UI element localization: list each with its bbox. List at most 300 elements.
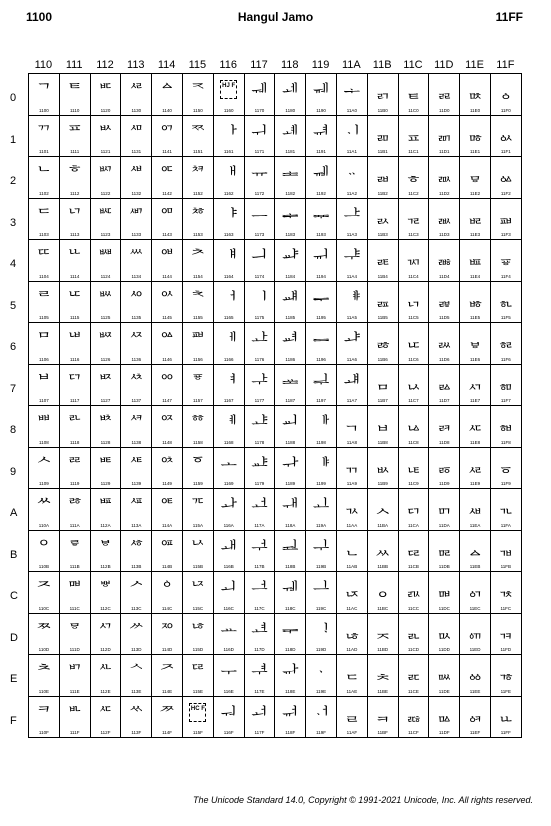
jamo-glyph: ᆉ bbox=[282, 455, 299, 476]
glyph-cell bbox=[399, 448, 430, 490]
code-point-label: 1167 bbox=[223, 398, 234, 403]
code-point-label: 1109 bbox=[39, 481, 49, 486]
glyph-cell bbox=[29, 531, 60, 573]
glyph-cell bbox=[91, 365, 122, 407]
row-header: A bbox=[10, 507, 18, 519]
glyph-cell bbox=[245, 655, 276, 697]
code-point-label: 110B bbox=[38, 564, 49, 569]
code-point-label: 1142 bbox=[162, 190, 172, 196]
code-point-label: 111B bbox=[69, 564, 80, 569]
jamo-glyph: ᅫ bbox=[220, 538, 237, 559]
jamo-glyph: ᇵ bbox=[497, 289, 515, 310]
glyph-cell bbox=[275, 572, 306, 614]
jamo-glyph: ᇳ bbox=[497, 206, 515, 227]
jamo-glyph: ᄽ bbox=[128, 621, 145, 642]
jamo-glyph: ᆌ bbox=[282, 580, 299, 600]
code-point-label: 1114 bbox=[70, 273, 80, 279]
code-point-label: 1101 bbox=[39, 149, 49, 154]
code-point-label: 1145 bbox=[162, 315, 172, 320]
jamo-glyph: ᆊ bbox=[282, 497, 299, 517]
glyph-cell bbox=[183, 282, 214, 324]
jamo-glyph: ᅄ bbox=[158, 248, 176, 268]
jamo-glyph: ᄻ bbox=[128, 538, 145, 559]
glyph-cell bbox=[183, 157, 214, 199]
jamo-glyph: ᅳ bbox=[251, 206, 268, 227]
jamo-glyph: ᅧ bbox=[220, 372, 237, 393]
jamo-glyph: ᄛ bbox=[66, 538, 83, 559]
jamo-glyph: ᆙ bbox=[312, 455, 330, 476]
glyph-cell bbox=[429, 531, 460, 573]
jamo-glyph: ᇴ bbox=[497, 248, 515, 268]
glyph-cell bbox=[275, 282, 306, 324]
code-point-label: 1172 bbox=[254, 190, 265, 196]
jamo-glyph: ᄓ bbox=[66, 206, 83, 227]
code-point-label: 11B0 bbox=[377, 107, 388, 113]
glyph-cell bbox=[91, 240, 122, 282]
jamo-glyph: ᄵ bbox=[128, 289, 145, 310]
jamo-glyph: ᇱ bbox=[497, 123, 515, 144]
code-point-label: 11A7 bbox=[346, 398, 357, 403]
code-point-label: 11BA bbox=[377, 522, 388, 528]
code-point-label: 1197 bbox=[316, 398, 326, 403]
jamo-glyph: ᅀ bbox=[158, 82, 176, 102]
glyph-cell bbox=[152, 240, 183, 282]
glyph-cell bbox=[29, 199, 60, 241]
glyph-cell bbox=[399, 531, 430, 573]
jamo-glyph: ᅖ bbox=[189, 331, 207, 351]
code-point-label: 11AF bbox=[346, 730, 358, 735]
glyph-cell bbox=[152, 655, 183, 697]
row-header: C bbox=[10, 590, 18, 602]
code-point-label: 11DF bbox=[438, 730, 450, 735]
row-header: 6 bbox=[10, 341, 17, 353]
jamo-glyph: ᇐ bbox=[436, 82, 453, 102]
code-point-label: 11AB bbox=[346, 564, 358, 569]
column-header: 116 bbox=[219, 59, 237, 71]
code-point-label: 11C8 bbox=[408, 439, 419, 445]
jamo-glyph: ᅒ bbox=[189, 165, 207, 185]
jamo-glyph: ᄚ bbox=[66, 497, 83, 517]
code-point-label: 11AA bbox=[346, 522, 358, 528]
jamo-glyph: ᆯ bbox=[343, 704, 361, 725]
glyph-cell bbox=[152, 572, 183, 614]
glyph-cell bbox=[399, 323, 430, 365]
jamo-glyph: ᅹ bbox=[251, 455, 268, 476]
glyph-cell bbox=[306, 614, 337, 656]
jamo-glyph: ᄖ bbox=[66, 331, 83, 351]
glyph-cell bbox=[429, 323, 460, 365]
glyph-cell bbox=[29, 614, 60, 656]
glyph-cell bbox=[491, 655, 522, 697]
jamo-glyph: ᄂ bbox=[35, 165, 53, 185]
code-point-label: 11F4 bbox=[500, 273, 511, 279]
glyph-cell bbox=[399, 199, 430, 241]
jamo-glyph: ᇿ bbox=[497, 704, 515, 725]
jamo-glyph: ᇗ bbox=[436, 372, 453, 393]
jamo-glyph: ᇂ bbox=[405, 165, 422, 185]
jamo-glyph: ᇾ bbox=[497, 663, 515, 683]
code-point-label: 1118 bbox=[70, 439, 80, 445]
glyph-cell bbox=[60, 448, 91, 490]
glyph-cell bbox=[245, 282, 276, 324]
jamo-glyph: ᆷ bbox=[374, 372, 391, 393]
code-point-label: 110E bbox=[38, 688, 49, 694]
glyph-cell bbox=[91, 572, 122, 614]
glyph-cell bbox=[60, 365, 91, 407]
jamo-glyph: ᄁ bbox=[35, 123, 53, 144]
glyph-cell bbox=[152, 116, 183, 158]
code-point-label: 11F8 bbox=[500, 439, 511, 445]
glyph-cell bbox=[214, 406, 245, 448]
code-point-label: 1106 bbox=[39, 356, 49, 362]
jamo-glyph: ᇬ bbox=[466, 580, 484, 600]
glyph-cell bbox=[91, 282, 122, 324]
code-point-label: 1128 bbox=[100, 439, 111, 445]
jamo-glyph: ᅯ bbox=[220, 704, 237, 725]
code-point-label: 119A bbox=[315, 522, 327, 528]
glyph-cell bbox=[121, 572, 152, 614]
jamo-glyph: ᇅ bbox=[405, 289, 422, 310]
glyph-cell bbox=[491, 448, 522, 490]
glyph-cell bbox=[60, 323, 91, 365]
code-point-label: 1195 bbox=[316, 315, 326, 320]
jamo-glyph: ᅇ bbox=[158, 372, 176, 393]
glyph-cell bbox=[337, 282, 368, 324]
glyph-cell bbox=[337, 240, 368, 282]
code-point-label: 1184 bbox=[285, 273, 296, 279]
code-point-label: 11BD bbox=[377, 647, 389, 652]
glyph-cell bbox=[399, 116, 430, 158]
filler-control-box: HJ F bbox=[220, 80, 237, 99]
code-point-label: 113A bbox=[131, 522, 142, 528]
code-point-label: 11AE bbox=[346, 688, 358, 694]
jamo-glyph: ᆮ bbox=[343, 663, 361, 683]
code-point-label: 11AD bbox=[346, 647, 358, 652]
glyph-cell bbox=[183, 572, 214, 614]
code-point-label: 11F1 bbox=[500, 149, 511, 154]
jamo-glyph: ᄡ bbox=[97, 123, 114, 144]
glyph-cell bbox=[429, 116, 460, 158]
jamo-glyph: ᄾ bbox=[128, 663, 145, 683]
glyph-cell bbox=[214, 199, 245, 241]
jamo-glyph: ᆥ bbox=[343, 289, 361, 310]
row-header: D bbox=[10, 631, 18, 644]
glyph-cell bbox=[368, 157, 399, 199]
glyph-cell bbox=[306, 531, 337, 573]
code-chart-grid bbox=[28, 73, 522, 738]
jamo-glyph: ᇲ bbox=[497, 165, 515, 185]
jamo-glyph: ᆝ bbox=[312, 621, 330, 642]
code-point-label: 11E8 bbox=[469, 439, 481, 445]
code-point-label: 11B5 bbox=[377, 315, 388, 320]
code-point-label: 11FE bbox=[500, 688, 512, 694]
code-point-label: 11B1 bbox=[377, 149, 388, 154]
code-point-label: 11F0 bbox=[500, 107, 511, 113]
glyph-cell bbox=[121, 448, 152, 490]
jamo-glyph: ᅎ bbox=[158, 663, 176, 683]
code-point-label: 1137 bbox=[131, 398, 142, 403]
glyph-cell bbox=[121, 655, 152, 697]
glyph-cell bbox=[399, 74, 430, 116]
glyph-cell bbox=[214, 614, 245, 656]
row-header: 9 bbox=[10, 465, 17, 478]
code-point-label: 111F bbox=[69, 730, 80, 735]
code-point-label: 1143 bbox=[162, 232, 172, 237]
code-point-label: 1196 bbox=[316, 356, 326, 362]
glyph-cell bbox=[60, 614, 91, 656]
code-point-label: 1160 bbox=[223, 107, 234, 113]
jamo-glyph: ᇛ bbox=[436, 538, 453, 559]
glyph-cell bbox=[460, 406, 491, 448]
glyph-cell bbox=[275, 74, 306, 116]
glyph-cell bbox=[491, 572, 522, 614]
glyph-cell bbox=[121, 323, 152, 365]
code-point-label: 11E7 bbox=[469, 398, 481, 403]
code-point-label: 1179 bbox=[254, 481, 265, 486]
glyph-cell bbox=[275, 157, 306, 199]
code-point-label: 1183 bbox=[285, 232, 296, 237]
glyph-cell bbox=[399, 240, 430, 282]
code-point-label: 11E4 bbox=[469, 273, 481, 279]
jamo-glyph: ᄈ bbox=[35, 414, 53, 434]
code-point-label: 11B6 bbox=[377, 356, 388, 362]
code-point-label: 1186 bbox=[285, 356, 296, 362]
glyph-cell bbox=[214, 448, 245, 490]
glyph-cell bbox=[275, 365, 306, 407]
jamo-glyph: ᄔ bbox=[66, 248, 83, 268]
glyph-cell bbox=[152, 74, 183, 116]
code-point-label: 116B bbox=[223, 564, 234, 569]
jamo-glyph: ᄹ bbox=[128, 455, 145, 476]
jamo-glyph: ᅾ bbox=[251, 663, 268, 683]
jamo-glyph: ᆎ bbox=[282, 663, 299, 683]
code-point-label: 11ED bbox=[469, 647, 481, 652]
jamo-glyph: ᅪ bbox=[220, 497, 237, 517]
glyph-cell bbox=[399, 365, 430, 407]
column-header: 117 bbox=[250, 59, 268, 71]
code-point-label: 117B bbox=[254, 564, 265, 569]
code-point-label: 111A bbox=[69, 522, 80, 528]
jamo-glyph: ᆲ bbox=[374, 165, 391, 185]
jamo-glyph: ᆂ bbox=[282, 165, 299, 185]
jamo-glyph: ᇢ bbox=[466, 165, 484, 185]
row-header: F bbox=[10, 714, 17, 727]
glyph-cell bbox=[429, 697, 460, 739]
code-point-label: 119E bbox=[315, 688, 327, 694]
jamo-glyph: ᅝ bbox=[189, 621, 207, 642]
code-point-label: 1134 bbox=[131, 273, 142, 279]
jamo-glyph: ᇁ bbox=[405, 123, 422, 144]
code-point-label: 11D6 bbox=[439, 356, 450, 362]
jamo-glyph: ᅣ bbox=[220, 206, 237, 227]
jamo-glyph: ᆰ bbox=[374, 82, 391, 102]
code-point-label: 11B4 bbox=[377, 273, 388, 279]
code-point-label: 1125 bbox=[100, 315, 111, 320]
glyph-cell bbox=[399, 157, 430, 199]
glyph-cell bbox=[121, 406, 152, 448]
jamo-glyph: ᄦ bbox=[97, 331, 114, 351]
jamo-glyph: ᅛ bbox=[189, 538, 207, 559]
jamo-glyph: ᇎ bbox=[405, 663, 422, 683]
code-point-label: 111D bbox=[69, 647, 80, 652]
glyph-cell bbox=[429, 614, 460, 656]
jamo-glyph: ᅙ bbox=[189, 455, 207, 476]
glyph-cell bbox=[429, 655, 460, 697]
jamo-glyph: ᆖ bbox=[312, 331, 330, 351]
code-point-label: 1151 bbox=[193, 149, 203, 154]
code-point-label: 110A bbox=[38, 522, 49, 528]
code-point-label: 11EF bbox=[469, 730, 481, 735]
code-point-label: 113D bbox=[131, 647, 142, 652]
code-point-label: 113B bbox=[131, 564, 142, 569]
code-point-label: 11B9 bbox=[377, 481, 388, 486]
code-point-label: 1154 bbox=[193, 273, 203, 279]
glyph-cell bbox=[60, 406, 91, 448]
glyph-cell bbox=[183, 323, 214, 365]
glyph-cell bbox=[337, 614, 368, 656]
glyph-cell bbox=[91, 74, 122, 116]
glyph-cell bbox=[306, 74, 337, 116]
column-header: 11B bbox=[372, 59, 392, 71]
glyph-cell bbox=[183, 531, 214, 573]
glyph-cell bbox=[60, 199, 91, 241]
code-point-label: 1129 bbox=[100, 481, 111, 486]
jamo-glyph: ᅓ bbox=[189, 206, 207, 227]
jamo-glyph: ᄷ bbox=[128, 372, 145, 393]
jamo-glyph: ᄙ bbox=[66, 455, 83, 476]
jamo-glyph: ᆚ bbox=[312, 497, 330, 517]
glyph-cell bbox=[275, 199, 306, 241]
glyph-cell bbox=[337, 572, 368, 614]
code-point-label: 1168 bbox=[223, 439, 234, 445]
jamo-glyph: ᇝ bbox=[436, 621, 453, 642]
jamo-glyph: ᅡ bbox=[220, 123, 237, 144]
jamo-glyph: ᅂ bbox=[158, 165, 176, 185]
jamo-glyph: ᇰ bbox=[497, 82, 515, 102]
glyph-cell bbox=[245, 199, 276, 241]
glyph-cell bbox=[306, 199, 337, 241]
code-point-label: 1103 bbox=[39, 232, 49, 237]
code-point-label: 11FC bbox=[500, 605, 512, 611]
glyph-cell bbox=[306, 116, 337, 158]
code-point-label: 119C bbox=[315, 605, 327, 611]
code-point-label: 118F bbox=[285, 730, 296, 735]
code-point-label: 11AC bbox=[346, 605, 358, 611]
glyph-cell bbox=[337, 655, 368, 697]
glyph-cell bbox=[368, 531, 399, 573]
jamo-glyph: ᇔ bbox=[436, 248, 453, 268]
jamo-glyph: ᄭ bbox=[97, 621, 114, 642]
jamo-glyph: ᆏ bbox=[282, 704, 299, 725]
jamo-glyph: ᆋ bbox=[282, 538, 299, 559]
glyph-cell bbox=[183, 365, 214, 407]
glyph-cell bbox=[429, 365, 460, 407]
code-point-label: 11CA bbox=[407, 522, 419, 528]
jamo-glyph: ᆟ bbox=[312, 704, 330, 725]
code-point-label: 1198 bbox=[316, 439, 326, 445]
jamo-glyph: ᄝ bbox=[66, 621, 83, 642]
glyph-cell bbox=[368, 697, 399, 739]
row-header: 2 bbox=[10, 175, 17, 187]
jamo-glyph: ᆔ bbox=[312, 248, 330, 268]
jamo-glyph: ᆨ bbox=[343, 414, 361, 434]
glyph-cell bbox=[29, 240, 60, 282]
code-point-label: 11E3 bbox=[469, 232, 481, 237]
glyph-cell bbox=[29, 365, 60, 407]
jamo-glyph: ᅚ bbox=[189, 497, 207, 517]
glyph-cell bbox=[337, 116, 368, 158]
code-point-label: 11F6 bbox=[500, 356, 511, 362]
glyph-cell bbox=[91, 531, 122, 573]
jamo-glyph: ᆬ bbox=[343, 580, 361, 600]
glyph-cell bbox=[368, 448, 399, 490]
code-point-label: 1162 bbox=[223, 190, 234, 196]
glyph-cell bbox=[152, 614, 183, 656]
jamo-glyph: ᆠ bbox=[343, 82, 361, 102]
glyph-cell bbox=[152, 199, 183, 241]
glyph-cell bbox=[245, 697, 276, 739]
code-point-label: 1147 bbox=[162, 398, 172, 403]
glyph-cell bbox=[121, 489, 152, 531]
glyph-cell bbox=[337, 531, 368, 573]
jamo-glyph: ᆴ bbox=[374, 248, 391, 268]
glyph-cell bbox=[491, 531, 522, 573]
glyph-cell bbox=[29, 655, 60, 697]
jamo-glyph: ᅘ bbox=[189, 414, 207, 434]
jamo-glyph: ᅵ bbox=[251, 289, 268, 310]
jamo-glyph: ᄌ bbox=[35, 580, 53, 600]
jamo-glyph: ᆜ bbox=[312, 580, 330, 600]
code-point-label: 1141 bbox=[162, 149, 172, 154]
jamo-glyph: ᇯ bbox=[466, 704, 484, 725]
jamo-glyph: ᄥ bbox=[97, 289, 114, 310]
glyph-cell bbox=[306, 655, 337, 697]
glyph-cell bbox=[306, 282, 337, 324]
glyph-cell bbox=[337, 323, 368, 365]
glyph-cell bbox=[429, 74, 460, 116]
code-point-label: 1136 bbox=[131, 356, 142, 362]
column-header: 11E bbox=[465, 59, 484, 71]
glyph-cell bbox=[152, 282, 183, 324]
jamo-glyph: ᇣ bbox=[466, 206, 484, 227]
glyph-cell bbox=[429, 240, 460, 282]
glyph-cell bbox=[91, 614, 122, 656]
code-point-label: 11EC bbox=[469, 605, 481, 611]
code-point-label: 11F7 bbox=[500, 398, 511, 403]
jamo-glyph: ᇩ bbox=[466, 455, 484, 476]
code-point-label: 117F bbox=[254, 730, 265, 735]
code-point-label: 1119 bbox=[70, 481, 80, 486]
code-point-label: 115F bbox=[192, 730, 203, 735]
glyph-cell bbox=[460, 655, 491, 697]
jamo-glyph: ᄟ bbox=[66, 704, 83, 725]
code-point-label: 11CF bbox=[408, 730, 419, 735]
code-point-label: 11B8 bbox=[377, 439, 388, 445]
code-point-label: 1190 bbox=[316, 107, 326, 113]
jamo-glyph: ᇑ bbox=[436, 123, 453, 144]
jamo-glyph: ᆳ bbox=[374, 206, 391, 227]
glyph-cell bbox=[399, 406, 430, 448]
glyph-cell bbox=[214, 157, 245, 199]
code-point-label: 1127 bbox=[100, 398, 111, 403]
jamo-glyph: ᄶ bbox=[128, 331, 145, 351]
glyph-cell bbox=[214, 323, 245, 365]
code-point-label: 119F bbox=[316, 730, 327, 735]
glyph-cell bbox=[368, 489, 399, 531]
glyph-cell bbox=[460, 116, 491, 158]
code-point-label: 11E5 bbox=[469, 315, 481, 320]
column-header: 118 bbox=[281, 59, 299, 71]
